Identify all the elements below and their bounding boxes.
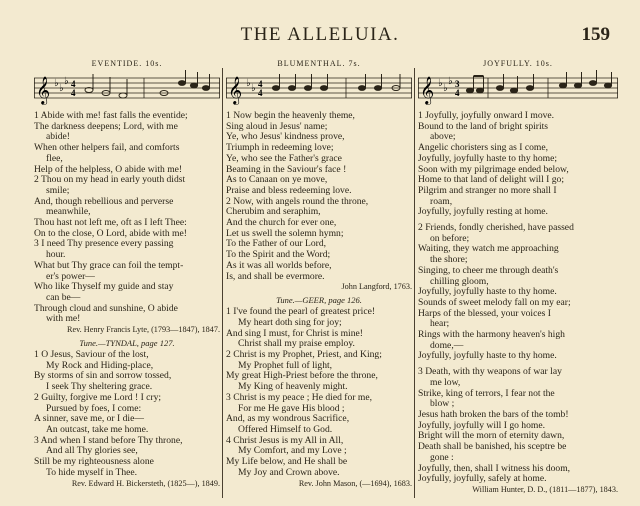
hymn-line: Beaming in the Saviour's face !	[226, 164, 347, 175]
tune-reference: Tune.—GEER, page 126.	[276, 295, 362, 306]
svg-text:♭: ♭	[438, 78, 443, 89]
svg-text:𝄞: 𝄞	[228, 76, 243, 104]
running-title: THE ALLELUIA.	[240, 24, 400, 45]
hymn-line: Joyfully, joyfully haste to thy home.	[418, 287, 557, 298]
hymn-attribution: John Langford, 1763.	[341, 282, 412, 292]
hymn-line: 3 Christ is my peace ; He died for me,	[226, 392, 373, 403]
svg-text:4: 4	[258, 79, 263, 89]
column-1	[34, 58, 220, 498]
svg-text:𝄞: 𝄞	[420, 76, 435, 104]
hymn-line: meanwhile,	[46, 207, 91, 218]
hymn-line: My Rock and Hiding-place,	[46, 360, 154, 371]
hymn-line: Waiting, they watch me approaching	[418, 244, 559, 255]
hymn-line: Pilgrim and stranger no more shall I	[418, 185, 557, 196]
hymn-line: To the Spirit and the Word;	[226, 250, 331, 261]
hymn-line: Offered Himself to God.	[238, 424, 333, 435]
hymn-line: My Prophet full of light,	[238, 360, 333, 371]
hymn-attribution: William Hunter, D. D., (1811—1877), 1843.	[472, 484, 618, 494]
hymn-line: Through cloud and sunshine, O abide	[34, 303, 178, 314]
hymn-line: Rings with the harmony heaven's high	[418, 330, 565, 341]
hymn-line: My great High-Priest before the throne,	[226, 371, 378, 382]
hymn-line: I seek Thy sheltering grace.	[46, 382, 153, 393]
hymn-attribution: Rev. Henry Francis Lyte, (1793—1847), 1847.	[67, 325, 220, 335]
hymn-line: Is, and shall be evermore.	[226, 271, 325, 282]
hymn-line: Strike, king of terrors, I fear not the	[418, 388, 555, 399]
hymn-line: 1 Abide with me! fast falls the eventide;	[34, 111, 188, 121]
hymn-line: Still be my righteousness alone	[34, 457, 154, 468]
hymn-line: Death shall be banished, his sceptre be	[418, 442, 567, 453]
hymn-line: Cherubim and seraphim,	[226, 207, 321, 218]
hymn-line: A sinner, save me, or I die—	[34, 414, 144, 425]
hymn-line: My Life below, and He shall be	[226, 457, 348, 468]
column-rule-1	[222, 68, 223, 498]
svg-text:♭: ♭	[64, 76, 69, 87]
page-number: 159	[581, 24, 610, 45]
hymn-line: abide!	[46, 132, 70, 143]
hymn-line: 3 And when I stand before Thy throne,	[34, 435, 183, 446]
hymn-line: Joyfully, joyfully, safely at home.	[418, 474, 547, 485]
hymn-text-now-begin	[226, 111, 412, 282]
hymn-line: And sing I must, for Christ is mine!	[226, 328, 363, 339]
hymn-line: can be—	[46, 292, 81, 303]
tune-name-joyfully: JOYFULLY. 10s.	[483, 59, 553, 68]
svg-text:𝄞: 𝄞	[36, 76, 51, 104]
hymn-line: Joyfully, then, shall I witness his doom,	[418, 463, 571, 474]
column-3	[418, 58, 618, 498]
hymn-line: 3 Death, with thy weapons of war lay	[418, 367, 562, 378]
hymn-line: 2 Christ is my Prophet, Priest, and King;	[226, 350, 382, 361]
music-staff-joyfully	[418, 70, 618, 108]
music-staff-blumenthal	[226, 70, 412, 108]
hymn-line: Sing aloud in Jesus' name;	[226, 121, 328, 132]
hymn-line: Joyfully, joyfully haste to thy home;	[418, 153, 558, 164]
hymn-line: Soon with my pilgrimage ended below,	[418, 164, 569, 175]
page-header	[0, 24, 640, 50]
hymn-line: roam,	[430, 196, 453, 207]
hymn-line: Let us swell the solemn hymn;	[226, 228, 344, 239]
hymn-line: 1 I've found the pearl of greatest price!	[226, 307, 376, 318]
hymn-line: As to Canaan on ye move,	[226, 175, 328, 186]
hymn-line: 2 Thou on my head in early youth didst	[34, 175, 186, 186]
hymn-line: The darkness deepens; Lord, with me	[34, 121, 178, 132]
hymn-line: gone :	[430, 452, 454, 463]
hymn-line: As it was all worlds before,	[226, 260, 332, 271]
hymn-line: chilling gloom,	[430, 276, 489, 287]
hymn-line: What but Thy grace can foil the tempt-	[34, 260, 184, 271]
hymn-line: the shore;	[430, 255, 468, 266]
hymn-line: Joyfully, joyfully haste to thy home.	[418, 351, 557, 362]
hymn-line: Triumph in redeeming love;	[226, 143, 334, 154]
tune-name-eventide: EVENTIDE. 10s.	[91, 59, 163, 68]
hymn-line: hear;	[430, 319, 450, 330]
svg-text:♭: ♭	[443, 83, 448, 94]
hymn-line: 1 Joyfully, joyfully onward I move.	[418, 111, 555, 121]
hymn-line: Joyfully, joyfully will I go home.	[418, 420, 546, 431]
hymn-line: Praise and bless redeeming love.	[226, 185, 352, 196]
hymn-line: And, as my wondrous Sacrifice,	[226, 414, 350, 425]
hymn-line: Singing, to cheer me through death's	[418, 265, 559, 276]
hymn-line: 4 Christ Jesus is my All in All,	[226, 435, 344, 446]
hymn-line: Christ shall my praise employ.	[238, 339, 355, 350]
hymn-line: dome,—	[430, 340, 464, 351]
hymn-line: On to the close, O Lord, abide with me!	[34, 228, 187, 239]
svg-text:♭: ♭	[251, 83, 256, 94]
hymn-line: 1 O Jesus, Saviour of the lost,	[34, 350, 149, 361]
hymn-line: Help of the helpless, O abide with me!	[34, 164, 183, 175]
hymn-line: hour.	[46, 250, 66, 261]
column-2	[226, 58, 412, 498]
hymn-line: 2 Friends, fondly cherished, have passed	[418, 223, 574, 234]
hymn-line: with me!	[46, 314, 81, 325]
svg-text:4: 4	[71, 79, 76, 89]
hymn-line: And all Thy glories see,	[46, 446, 138, 457]
hymn-line: To the Father of our Lord,	[226, 239, 327, 250]
hymn-line: My Joy and Crown above.	[238, 467, 340, 478]
hymn-line: above;	[430, 132, 456, 143]
hymn-line: Bound to the land of bright spirits	[418, 121, 549, 132]
hymn-text-joyfully	[418, 111, 618, 485]
hymn-text-abide	[34, 111, 220, 325]
svg-text:♭: ♭	[59, 83, 64, 94]
hymn-line: An outcast, take me home.	[46, 424, 149, 435]
hymn-line: Jesus hath broken the bars of the tomb!	[418, 409, 569, 420]
hymn-line: me low,	[430, 377, 461, 388]
hymn-line: er's power—	[46, 271, 95, 282]
tune-reference: Tune.—TYNDAL, page 127.	[79, 338, 175, 349]
hymn-line: 3 I need Thy presence every passing	[34, 239, 174, 250]
svg-text:4: 4	[455, 88, 460, 98]
hymn-line: For me He gave His blood ;	[238, 403, 345, 414]
hymn-line: And, though rebellious and perverse	[34, 196, 174, 207]
hymn-attribution: Rev. John Mason, (—1694), 1683.	[298, 478, 412, 488]
hymn-line: Who like Thyself my guide and stay	[34, 282, 174, 293]
hymn-line: My Comfort, and my Love ;	[238, 446, 347, 457]
svg-text:4: 4	[71, 88, 76, 98]
hymn-line: smile;	[46, 185, 70, 196]
svg-text:♭: ♭	[448, 76, 453, 87]
hymn-line: 2 Guilty, forgive me Lord ! I cry;	[34, 392, 162, 403]
hymn-line: Joyfully, joyfully resting at home.	[418, 207, 548, 218]
hymn-line: And the church for ever one,	[226, 218, 337, 229]
hymn-line: 1 Now begin the heavenly theme,	[226, 111, 355, 121]
hymn-line: 2 Now, with angels round the throne,	[226, 196, 369, 207]
hymn-line: Ye, who Jesus' kindness prove,	[226, 132, 345, 143]
svg-text:3: 3	[455, 79, 460, 89]
hymn-text-o-jesus	[34, 350, 220, 478]
svg-text:4: 4	[258, 88, 263, 98]
hymn-line: blow ;	[430, 399, 455, 410]
svg-text:♭: ♭	[246, 78, 251, 89]
hymn-line: Angelic choristers sing as I come,	[418, 143, 549, 154]
hymn-line: Home to that land of delight will I go;	[418, 175, 565, 186]
hymn-text-pearl	[226, 307, 412, 478]
hymn-line: Ye, who see the Father's grace	[226, 153, 342, 164]
svg-text:♭: ♭	[54, 78, 59, 89]
hymn-line: When other helpers fail, and comforts	[34, 143, 180, 154]
music-staff-eventide	[34, 70, 220, 108]
hymn-line: My heart doth sing for joy;	[238, 317, 342, 328]
column-rule-2	[414, 68, 415, 498]
tune-name-blumenthal: BLUMENTHAL. 7s.	[277, 59, 361, 68]
hymn-line: flee,	[46, 153, 63, 164]
hymn-line: Harps of the blessed, your voices I	[418, 308, 551, 319]
hymn-line: To hide myself in Thee.	[46, 467, 138, 478]
hymn-line: Thou hast not left me, oft as I left Thee:	[34, 218, 187, 229]
hymn-line: My King of heavenly might.	[238, 382, 348, 393]
hymn-line: Bright will the morn of eternity dawn,	[418, 431, 565, 442]
hymn-line: on before;	[430, 233, 470, 244]
hymn-line: By storms of sin and sorrow tossed,	[34, 371, 172, 382]
hymn-line: Pursued by foes, I come:	[46, 403, 142, 414]
hymn-attribution: Rev. Edward H. Bickersteth, (1825—), 1849.	[71, 478, 220, 488]
hymn-line: Sounds of sweet melody fall on my ear;	[418, 297, 571, 308]
